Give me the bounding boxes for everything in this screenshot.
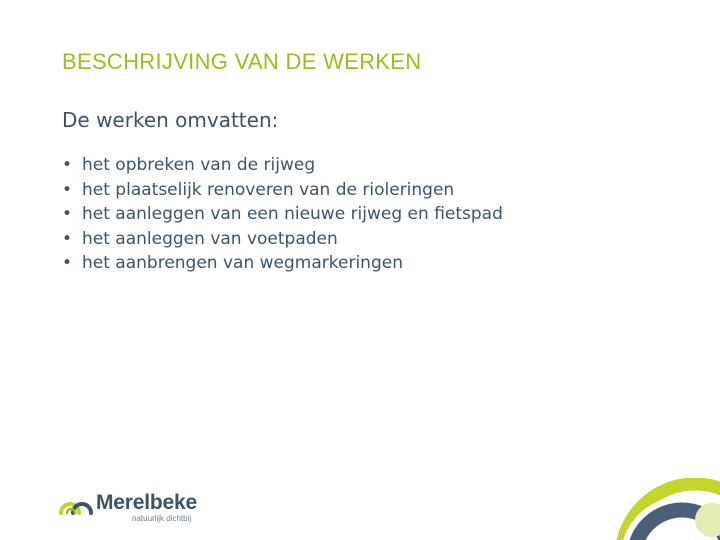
bullet-icon: •	[62, 253, 73, 273]
list-item	[62, 227, 503, 252]
bullet-icon: •	[62, 204, 73, 224]
bullet-icon: •	[62, 155, 73, 175]
list-item-text: het aanbrengen van wegmarkeringen	[82, 253, 403, 273]
merelbeke-logo	[58, 488, 208, 528]
decorative-arcs-icon	[600, 478, 720, 540]
list-item	[62, 178, 503, 203]
list-item	[62, 202, 503, 227]
slide-title: BESCHRIJVING VAN DE WERKEN	[62, 49, 422, 74]
list-item	[62, 251, 503, 276]
list-item	[62, 153, 503, 178]
list-item-text: het opbreken van de rijweg	[82, 155, 316, 175]
slide-subtitle: De werken omvatten:	[62, 108, 279, 132]
works-list	[62, 153, 503, 276]
list-item-text: het aanleggen van een nieuwe rijweg en fietspad	[82, 204, 503, 224]
list-item-text: het plaatselijk renoveren van de rioleringen	[82, 179, 455, 200]
logo-tagline: natuurlijk dichtbij	[132, 514, 192, 523]
logo-arcs-icon	[58, 494, 96, 516]
list-item-text: het aanleggen van voetpaden	[82, 228, 338, 249]
bullet-icon: •	[62, 228, 73, 249]
bullet-icon: •	[62, 179, 73, 200]
logo-name: Merelbeke	[96, 491, 197, 514]
